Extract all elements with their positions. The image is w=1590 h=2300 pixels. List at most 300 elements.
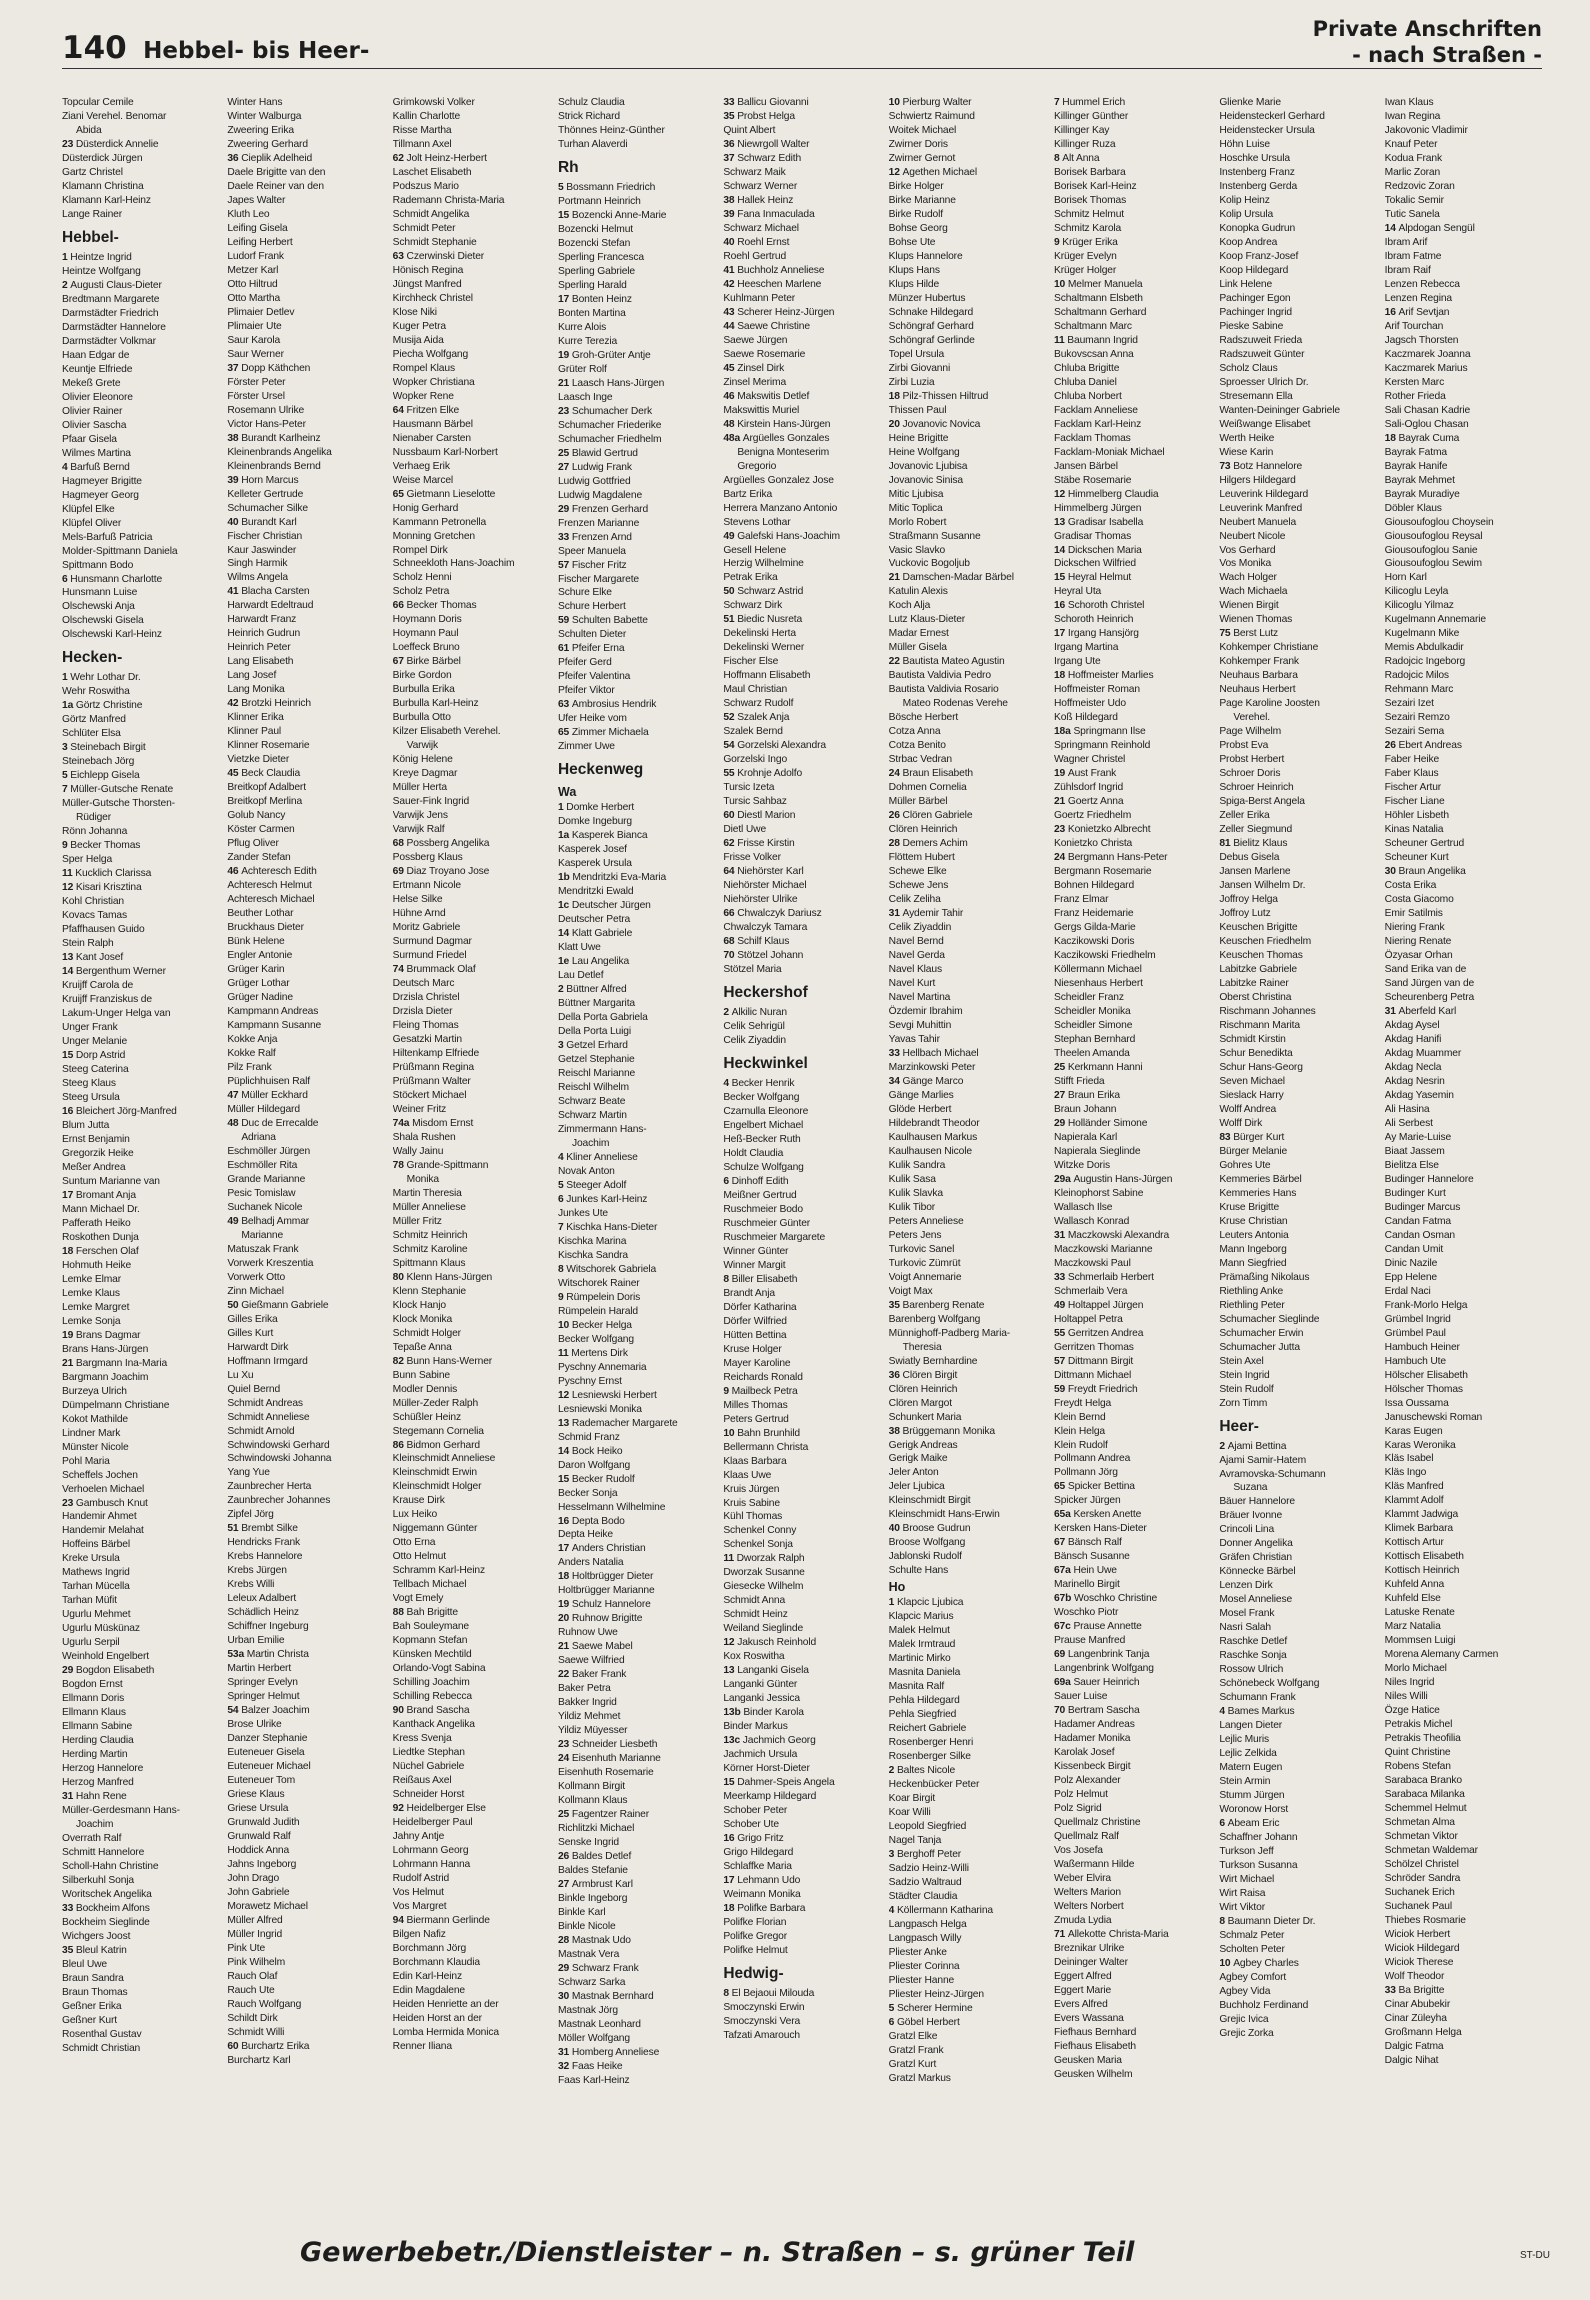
house-number: 69: [1053, 1649, 1068, 1661]
house-number: 49: [227, 1215, 242, 1227]
house-number: 25: [1053, 1061, 1068, 1073]
resident-entry: Polz Alexander: [1053, 1775, 1121, 1787]
house-number: 13b: [723, 1707, 744, 1719]
resident-entry: Pafferath Heiko: [62, 1217, 131, 1229]
house-number: 15: [557, 1473, 572, 1485]
resident-entry: Sadzio Heinz-Willi: [888, 1863, 969, 1875]
house-number: 17: [1053, 628, 1068, 640]
house-number: 62: [723, 838, 738, 850]
resident-entry: 13 Langanki Gisela: [723, 1665, 809, 1677]
resident-entry: 38 Burandt Karlheinz: [227, 432, 321, 444]
resident-entry: Straßmann Susanne: [888, 530, 981, 542]
resident-entry: 38 Hallek Heinz: [723, 194, 794, 206]
resident-entry: Pfeifer Viktor: [557, 685, 615, 697]
resident-entry: Winter Walburga: [227, 110, 302, 122]
resident-entry: Surmund Friedel: [392, 950, 467, 962]
resident-entry: Ufer Heike vom: [557, 713, 627, 725]
house-number: 36: [723, 138, 738, 150]
house-number: 4: [557, 1151, 567, 1163]
resident-entry: 49 Galefski Hans-Joachim: [723, 530, 840, 542]
resident-entry: Klups Hilde: [888, 278, 940, 290]
resident-entry: Nussbaum Karl-Norbert: [392, 446, 498, 458]
house-number: 2: [62, 279, 71, 291]
resident-entry: Turkson Susanna: [1219, 1860, 1298, 1872]
resident-entry: Unger Melanie: [62, 1036, 128, 1048]
resident-entry: Schmidt Anna: [723, 1595, 786, 1607]
resident-entry: Ruschmeier Margarete: [723, 1231, 826, 1243]
resident-entry: Witzke Doris: [1053, 1159, 1110, 1171]
house-number: 90: [392, 1705, 407, 1717]
resident-entry: Ruschmeier Günter: [723, 1217, 811, 1229]
resident-entry: Clören Heinrich: [888, 1383, 958, 1395]
resident-entry: Wiciok Herbert: [1384, 1928, 1451, 1940]
resident-entry: Langpasch Willy: [888, 1932, 962, 1944]
resident-entry: Dalgic Nihat: [1384, 2054, 1439, 2066]
resident-entry: Lang Josef: [227, 670, 277, 682]
resident-entry: Ugurlu Müskünaz: [62, 1623, 140, 1635]
resident-entry: Stein Axel: [1219, 1355, 1264, 1367]
resident-entry: Sand Jürgen van de: [1384, 978, 1475, 990]
resident-entry: Langpasch Helga: [888, 1918, 967, 1930]
house-number: 21: [1053, 796, 1068, 808]
resident-entry: Konietzko Christa: [1053, 838, 1133, 850]
resident-entry: Lange Rainer: [62, 208, 123, 220]
resident-entry: Candan Osman: [1384, 1229, 1455, 1241]
resident-entry: Schmitz Heinrich: [392, 1229, 468, 1241]
resident-entry: 33 Schmerlaib Herbert: [1053, 1271, 1154, 1283]
house-number: 26: [888, 810, 903, 822]
resident-entry: Modler Dennis: [392, 1383, 458, 1395]
street-heading: Heer-: [1219, 1417, 1259, 1435]
house-number: 67: [1053, 1537, 1068, 1549]
resident-entry: Musija Aida: [392, 334, 444, 346]
resident-entry: 10 Becker Helga: [557, 1319, 632, 1331]
resident-entry: Mastnak Vera: [557, 1949, 620, 1961]
house-number: 48: [723, 418, 738, 430]
resident-entry: 7 Müller-Gutsche Renate: [62, 784, 174, 796]
resident-entry: Bänsch Susanne: [1053, 1551, 1130, 1563]
resident-entry: Gradisar Thomas: [1053, 530, 1132, 542]
resident-entry: Kaczmarek Marius: [1384, 362, 1468, 374]
house-number: 6: [723, 1175, 732, 1187]
resident-entry: Olivier Sascha: [62, 419, 127, 431]
resident-entry: Herzog Hannelore: [62, 1763, 144, 1775]
street-heading: Heckershof: [723, 984, 808, 1002]
resident-entry: Facklam Anneliese: [1053, 404, 1138, 416]
resident-entry: Klose Niki: [392, 306, 437, 318]
house-number: 51: [227, 1523, 242, 1535]
house-number: 31: [1384, 1005, 1399, 1017]
resident-entry: 43 Scherer Heinz-Jürgen: [723, 306, 835, 318]
house-number: 64: [723, 866, 738, 878]
resident-entry: Instenberg Gerda: [1219, 180, 1298, 192]
resident-entry: Tursic Izeta: [723, 782, 775, 794]
house-number: 25: [557, 1809, 572, 1821]
resident-entry: Kinas Natalia: [1384, 824, 1444, 836]
resident-entry: Kersten Marc: [1384, 376, 1445, 388]
resident-entry: 36 Niewrgoll Walter: [723, 138, 810, 150]
resident-entry: Woronow Horst: [1219, 1804, 1289, 1816]
resident-entry: Hadamer Andreas: [1053, 1719, 1135, 1731]
resident-entry: Sperling Francesca: [557, 251, 644, 263]
resident-entry: Hölscher Elisabeth: [1384, 1369, 1468, 1381]
directory-columns: [62, 96, 1542, 2194]
house-number: 31: [62, 1791, 76, 1803]
resident-entry: Özdemir Ibrahim: [888, 1005, 963, 1017]
resident-entry: Pliester Corinna: [888, 1960, 960, 1972]
resident-entry: 81 Bielitz Klaus: [1219, 838, 1288, 850]
resident-entry: Faas Karl-Heinz: [557, 2074, 630, 2086]
resident-entry: Springmann Reinhold: [1053, 740, 1151, 752]
resident-entry: Heß-Becker Ruth: [723, 1133, 801, 1145]
resident-entry: Della Porta Luigi: [557, 1026, 631, 1038]
resident-entry: Püplichhuisen Ralf: [227, 1075, 310, 1087]
house-number: 10: [557, 1319, 572, 1331]
resident-entry: Körner Horst-Dieter: [723, 1763, 810, 1775]
resident-entry: Köllermann Michael: [1053, 964, 1142, 976]
resident-entry: Vorwerk Kreszentia: [227, 1257, 314, 1269]
resident-entry: Schumacher Friedhelm: [557, 433, 662, 445]
house-number: 67b: [1053, 1593, 1074, 1605]
resident-entry: Pfaar Gisela: [62, 433, 117, 445]
resident-entry: Peters Jens: [888, 1229, 942, 1241]
house-number: 18: [888, 390, 903, 402]
resident-entry: Radojcic Ingeborg: [1384, 656, 1466, 668]
resident-entry: Müller Alfred: [227, 1914, 283, 1926]
resident-entry: Hölscher Thomas: [1384, 1383, 1463, 1395]
resident-entry: 4 Bames Markus: [1219, 1706, 1295, 1718]
resident-entry: Lutz Klaus-Dieter: [888, 614, 966, 626]
resident-entry: Schilling Rebecca: [392, 1691, 472, 1703]
resident-entry: Peters Anneliese: [888, 1215, 964, 1227]
resident-entry: Kaulhausen Nicole: [888, 1145, 972, 1157]
resident-entry: Maczkowski Paul: [1053, 1257, 1131, 1269]
resident-entry: Stifft Frieda: [1053, 1075, 1105, 1087]
resident-entry: Koß Hildegard: [1053, 712, 1118, 724]
house-number: 16: [723, 1833, 738, 1845]
resident-entry: Milles Thomas: [723, 1399, 788, 1411]
resident-entry: Stäbe Rosemarie: [1053, 474, 1132, 486]
resident-entry: 1 Heintze Ingrid: [62, 251, 132, 263]
resident-entry: 34 Gänge Marco: [888, 1075, 964, 1087]
resident-entry: Schöngraf Gerlinde: [888, 334, 975, 346]
resident-entry: Ay Marie-Luise: [1384, 1131, 1452, 1143]
resident-entry: Pyschny Annemaria: [557, 1361, 647, 1373]
resident-entry: Navel Bernd: [888, 936, 944, 948]
resident-entry: Schwarz Rudolf: [723, 698, 794, 710]
resident-entry: Achteresch Helmut: [227, 880, 312, 892]
resident-entry: 31 Aydemir Tahir: [888, 908, 964, 920]
resident-entry: Gesatzki Martin: [392, 1033, 462, 1045]
resident-entry: Borisek Barbara: [1053, 166, 1126, 178]
resident-entry: Donner Angelika: [1219, 1538, 1293, 1550]
resident-entry: Silberkuhl Sonja: [62, 1875, 135, 1887]
resident-entry: 39 Fana Inmaculada: [723, 208, 815, 220]
resident-entry: Klinner Paul: [227, 726, 282, 738]
resident-entry: 26 Ebert Andreas: [1384, 740, 1462, 752]
resident-entry: Topcular Cemile: [62, 97, 134, 108]
resident-entry: 8 Biller Elisabeth: [723, 1273, 798, 1285]
resident-entry: 8 Baumann Dieter Dr.: [1219, 1916, 1316, 1927]
resident-entry: Harwardt Dirk: [227, 1341, 289, 1353]
resident-entry: Gesell Helene: [723, 544, 787, 556]
resident-entry: Yang Yue: [227, 1467, 270, 1479]
resident-entry: Hoffeins Bärbel: [62, 1539, 130, 1551]
house-number: 13: [1053, 516, 1068, 528]
resident-entry: 23 Konietzko Albrecht: [1053, 824, 1151, 836]
resident-entry: 17 Bonten Heinz: [557, 293, 632, 305]
resident-entry: Erdal Naci: [1384, 1285, 1431, 1297]
resident-entry: Langanki Jessica: [723, 1693, 800, 1705]
resident-entry: Klamann Christina: [62, 180, 144, 192]
resident-entry: Sezairi Remzo: [1384, 712, 1450, 724]
resident-entry: 18a Springmann Ilse: [1053, 726, 1146, 738]
resident-entry: Olivier Eleonore: [62, 391, 133, 403]
resident-entry: Hoffmeister Roman: [1053, 684, 1140, 696]
resident-entry: 45 Beck Claudia: [227, 768, 301, 780]
resident-entry: Roskothen Dunja: [62, 1231, 139, 1243]
house-number: 42: [723, 278, 738, 290]
house-number: 11: [557, 1347, 572, 1359]
street-heading: Hedwig-: [723, 1964, 784, 1982]
resident-entry: Reischl Marianne: [557, 1068, 636, 1079]
resident-entry: 25 Fagentzer Rainer: [557, 1809, 650, 1821]
resident-entry: Meerkamp Hildegard: [723, 1791, 817, 1803]
resident-entry: Vasic Slavko: [888, 544, 946, 556]
resident-entry: 29 Schwarz Frank: [557, 1963, 639, 1974]
resident-entry: Zander Stefan: [227, 852, 291, 864]
resident-entry: Hagmeyer Brigitte: [62, 475, 142, 487]
resident-entry: Ali Hasina: [1384, 1103, 1430, 1115]
resident-entry: Renner Iliana: [392, 2040, 452, 2052]
resident-entry: Kohl Christian: [62, 896, 124, 908]
resident-entry: Kox Roswitha: [723, 1651, 785, 1663]
resident-entry: 24 Eisenhuth Marianne: [557, 1753, 661, 1765]
resident-entry: Neubert Nicole: [1219, 530, 1286, 542]
resident-entry: Mastnak Leonhard: [557, 2018, 641, 2030]
resident-entry: 5 Bossmann Friedrich: [557, 181, 656, 193]
resident-entry: 25 Blawid Gertrud: [557, 447, 638, 459]
resident-entry: Portmann Heinrich: [557, 195, 641, 207]
resident-entry: 49 Holtappel Jürgen: [1053, 1299, 1144, 1311]
resident-entry: Pyschny Ernst: [557, 1375, 622, 1387]
resident-entry: Killinger Ruza: [1053, 138, 1116, 150]
resident-entry: Dümpelmann Christiane: [62, 1399, 170, 1411]
resident-entry: 16 Grigo Fritz: [723, 1833, 784, 1845]
resident-entry: Makswittis Muriel: [723, 404, 800, 416]
resident-entry: Kruse Christian: [1219, 1215, 1288, 1227]
resident-entry: Spiga-Berst Angela: [1219, 796, 1305, 808]
resident-entry: Akdag Yasemin: [1384, 1089, 1454, 1101]
house-number: 37: [723, 152, 738, 164]
resident-entry: Facklam-Moniak Michael: [1053, 446, 1165, 458]
resident-entry: Schumacher Silke: [227, 502, 308, 514]
house-number: 54: [723, 740, 738, 752]
resident-entry: Hiltenkamp Elfriede: [392, 1047, 480, 1059]
directory-column: [889, 96, 1046, 2194]
resident-entry: Karas Eugen: [1384, 1425, 1443, 1437]
house-number: 14: [1384, 222, 1399, 234]
house-number: 5: [557, 181, 567, 193]
resident-entry: Celik Sehrigül: [723, 1021, 785, 1032]
resident-entry: Polz Sigrid: [1053, 1803, 1102, 1815]
resident-entry: Schölzel Christel: [1384, 1859, 1459, 1871]
resident-entry: Podszus Mario: [392, 180, 459, 192]
resident-entry: Handemir Melahat: [62, 1525, 144, 1537]
resident-entry: Ibram Raif: [1384, 264, 1431, 276]
resident-entry: 13 Rademacher Margarete: [557, 1417, 678, 1429]
resident-entry: Grande Marianne: [227, 1173, 306, 1185]
resident-entry: Schwarz Michael: [723, 222, 799, 234]
resident-entry: 41 Buchholz Anneliese: [723, 264, 825, 276]
resident-entry: Schmidt Anneliese: [227, 1411, 310, 1423]
resident-entry: Ugurlu Serpil: [62, 1637, 120, 1649]
resident-entry: 51 Biedic Nusreta: [723, 614, 803, 626]
resident-entry: Ajami Samir-Hatem: [1219, 1454, 1307, 1466]
resident-entry: 59 Freydt Friedrich: [1053, 1383, 1138, 1395]
resident-entry: Agbey Vida: [1219, 1985, 1271, 1997]
resident-entry: Schaltmann Gerhard: [1053, 306, 1147, 318]
resident-entry: Tursic Sahbaz: [723, 796, 787, 808]
resident-entry: Mels-Barfuß Patricia: [62, 531, 153, 543]
resident-entry: Vos Josefa: [1053, 1845, 1103, 1857]
resident-entry: Niesenhaus Herbert: [1053, 978, 1143, 990]
resident-entry: Matern Eugen: [1219, 1762, 1283, 1774]
resident-entry: Marzinkowski Peter: [888, 1061, 976, 1073]
resident-entry: Klock Monika: [392, 1313, 453, 1325]
resident-entry: Instenberg Franz: [1219, 166, 1295, 178]
resident-entry: Akdag Necla: [1384, 1061, 1442, 1073]
resident-entry: Pesic Tomislaw: [227, 1187, 296, 1199]
resident-entry: Klein Rudolf: [1053, 1439, 1108, 1451]
resident-entry: 13 Kant Josef: [62, 952, 124, 964]
resident-entry: Chluba Daniel: [1053, 376, 1117, 388]
house-number: 57: [557, 559, 572, 571]
resident-entry: 12 Lesniewski Herbert: [557, 1389, 657, 1401]
resident-entry: Winner Margit: [723, 1259, 786, 1271]
resident-entry: Ibram Arif: [1384, 236, 1428, 248]
resident-entry: Ruhnow Uwe: [557, 1627, 618, 1639]
resident-entry: Marinello Birgit: [1053, 1579, 1120, 1591]
house-number: 17: [557, 293, 572, 305]
resident-entry: 36 Cieplik Adelheid: [227, 152, 313, 164]
resident-entry: 10 Bahn Brunhild: [723, 1427, 800, 1439]
resident-entry: Kemmeries Hans: [1219, 1187, 1297, 1199]
resident-entry: Franz Elmar: [1053, 894, 1109, 906]
resident-entry: Lang Monika: [227, 684, 285, 696]
resident-entry: Förster Ursel: [227, 390, 285, 402]
house-number: 23: [557, 1739, 572, 1751]
resident-entry: Argüelles Gonzalez Jose: [723, 474, 834, 486]
resident-entry: 65 Spicker Bettina: [1053, 1481, 1135, 1493]
house-number: 26: [1384, 740, 1399, 752]
resident-entry: Fiefhaus Bernhard: [1053, 2026, 1137, 2038]
resident-entry: Chluba Brigitte: [1053, 362, 1120, 374]
resident-entry: 14 Bock Heiko: [557, 1445, 623, 1457]
resident-entry: Schildt Dirk: [227, 2012, 278, 2024]
resident-entry: Gratzl Kurt: [888, 2058, 937, 2070]
resident-entry: Edin Karl-Heinz: [392, 1970, 462, 1982]
resident-entry: Schmidt Kirstin: [1219, 1033, 1286, 1045]
resident-entry: 47 Müller Eckhard: [227, 1089, 308, 1101]
resident-entry: Karas Weronika: [1384, 1439, 1456, 1451]
resident-entry: Schemmel Helmut: [1384, 1803, 1467, 1815]
house-number: 42: [227, 698, 242, 710]
resident-entry: Strbac Vedran: [888, 754, 952, 766]
resident-entry: Freydt Helga: [1053, 1397, 1112, 1409]
resident-entry: 1 Domke Herbert: [557, 802, 635, 814]
resident-entry: 65 Zimmer Michaela: [557, 727, 649, 739]
house-number: 16: [557, 1515, 572, 1527]
resident-entry: 12 Himmelberg Claudia: [1053, 488, 1159, 500]
house-number: 55: [1053, 1327, 1068, 1339]
resident-entry: Klüpfel Oliver: [62, 517, 122, 529]
house-number: 22: [557, 1669, 572, 1681]
house-number: 16: [1384, 306, 1399, 318]
resident-entry: Nasri Salah: [1219, 1622, 1271, 1634]
resident-entry: Japes Walter: [227, 194, 286, 206]
resident-entry: Anders Natalia: [557, 1557, 624, 1569]
resident-entry: Probst Herbert: [1219, 754, 1285, 766]
resident-entry: Zeller Siegmund: [1219, 824, 1293, 836]
resident-entry: Lomba Hermida Monica: [392, 2026, 499, 2038]
resident-entry: Bruckhaus Dieter: [227, 922, 304, 934]
resident-continuation: Abida: [76, 124, 102, 136]
resident-entry: 74a Misdom Ernst: [392, 1117, 474, 1129]
resident-entry: Goertz Friedhelm: [1053, 810, 1132, 822]
house-number: 70: [1053, 1705, 1068, 1717]
resident-entry: Lohrmann Georg: [392, 1845, 469, 1857]
resident-entry: Schur Benedikta: [1219, 1047, 1293, 1059]
resident-entry: 14 Dickschen Maria: [1053, 544, 1142, 556]
resident-entry: Schwarz Werner: [723, 180, 798, 192]
resident-entry: Rademann Christa-Maria: [392, 194, 505, 206]
resident-entry: 6 Junkes Karl-Heinz: [557, 1193, 648, 1205]
resident-entry: 8 El Bejaoui Milouda: [723, 1987, 815, 1999]
resident-entry: Kulik Tibor: [888, 1201, 936, 1213]
resident-entry: 57 Fischer Fritz: [557, 559, 627, 571]
resident-entry: Rompel Dirk: [392, 544, 448, 556]
resident-entry: Senske Ingrid: [557, 1837, 619, 1849]
resident-entry: 18 Bayrak Cuma: [1384, 432, 1460, 444]
house-number: 38: [888, 1425, 903, 1437]
house-number: 46: [227, 866, 242, 878]
resident-entry: 70 Stötzel Johann: [723, 950, 804, 962]
resident-entry: Gräfen Christian: [1219, 1552, 1292, 1564]
resident-entry: 14 Klatt Gabriele: [557, 928, 633, 940]
resident-entry: Probst Eva: [1219, 740, 1269, 752]
resident-entry: Braun Thomas: [62, 1986, 128, 1998]
house-number: 19: [1053, 768, 1068, 780]
resident-entry: Dörfer Katharina: [723, 1301, 797, 1313]
resident-entry: Evers Wassana: [1053, 2012, 1124, 2024]
resident-entry: Zorn Timm: [1219, 1397, 1268, 1409]
section-title-line1: Private Anschriften: [1312, 17, 1542, 41]
resident-entry: Görtz Manfred: [62, 714, 126, 726]
resident-entry: Schulte Hans: [888, 1565, 949, 1577]
house-number: 1e: [557, 956, 572, 968]
resident-entry: Birke Rudolf: [888, 208, 943, 220]
house-number: 41: [723, 264, 738, 276]
resident-entry: 33 Frenzen Arnd: [557, 531, 632, 543]
resident-entry: Weiner Fritz: [392, 1103, 447, 1115]
resident-entry: Neuhaus Barbara: [1219, 670, 1298, 682]
resident-entry: 68 Possberg Angelika: [392, 838, 490, 850]
house-number: 12: [723, 1637, 738, 1649]
resident-entry: Tarhan Mücella: [62, 1581, 130, 1593]
house-number: 71: [1053, 1928, 1068, 1940]
resident-entry: Ellmann Klaus: [62, 1707, 126, 1719]
